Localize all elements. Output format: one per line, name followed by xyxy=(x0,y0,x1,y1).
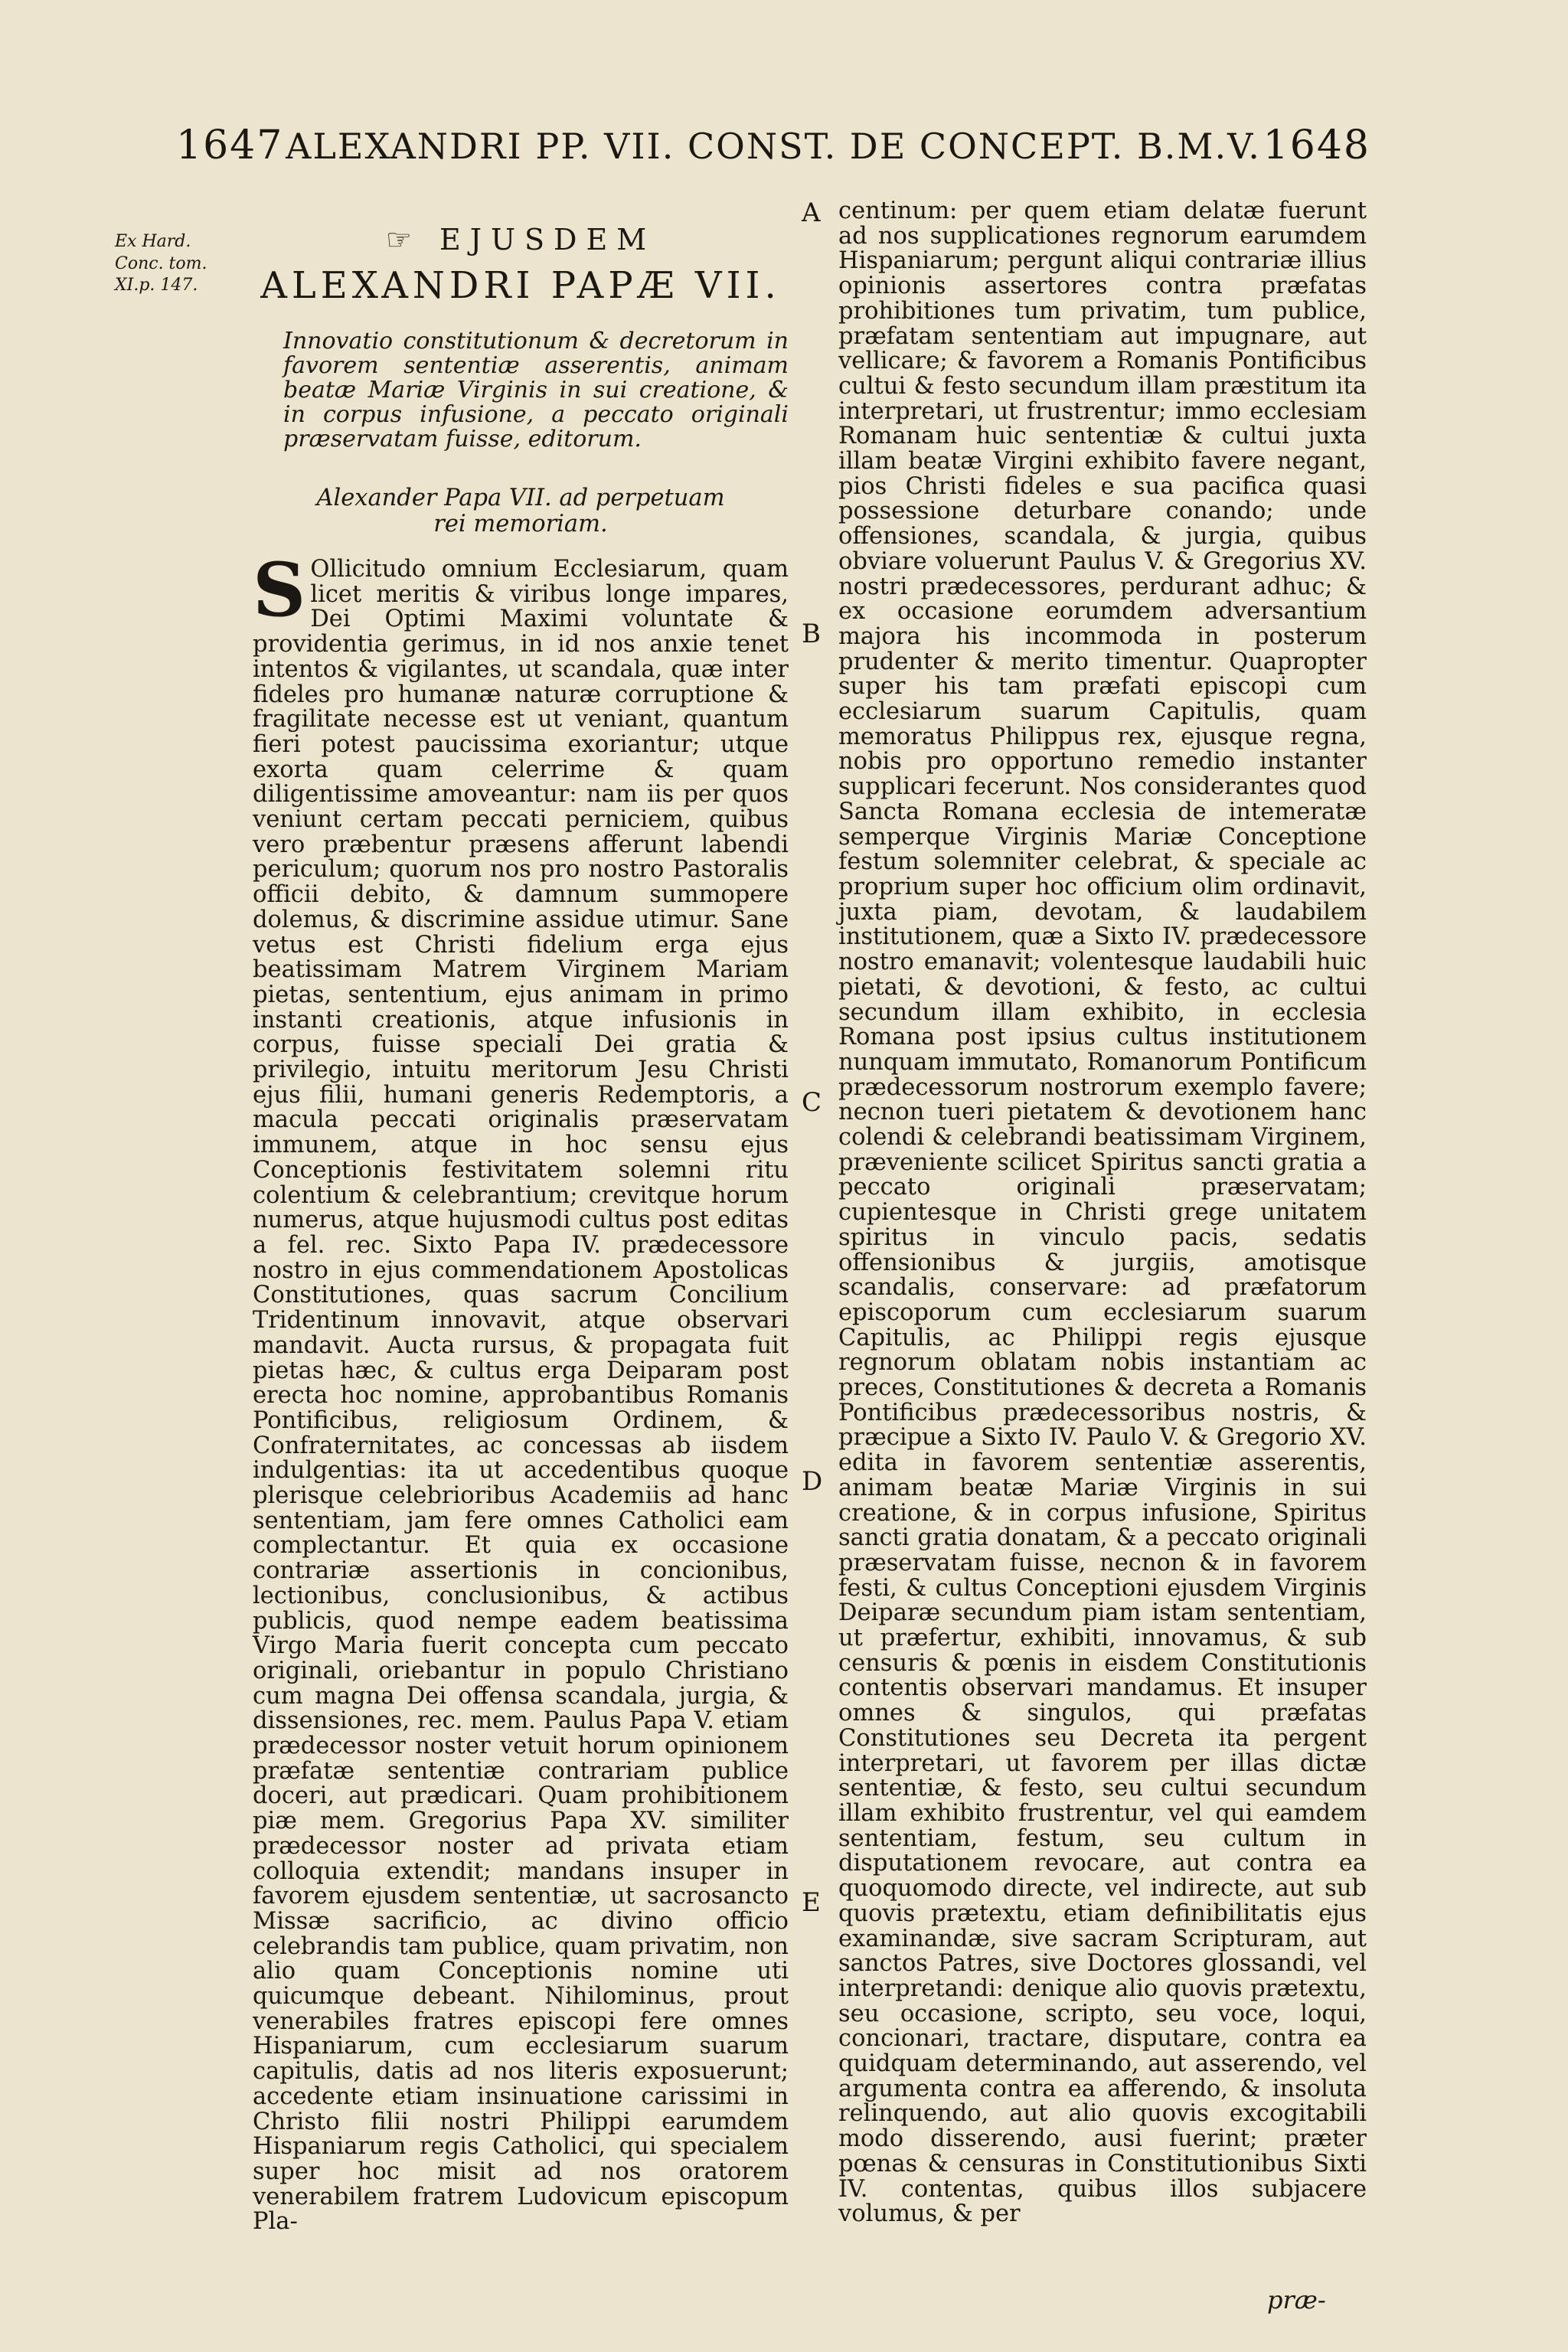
section-letter-a: A xyxy=(802,198,821,228)
marginal-note: Ex Hard. Conc. tom. XI.p. 147. xyxy=(115,232,207,296)
address-line-2: rei memoriam. xyxy=(433,511,608,537)
papal-address xyxy=(253,485,789,537)
section-letter-e: E xyxy=(802,1887,821,1918)
section-letter-c: C xyxy=(802,1087,822,1118)
section-heading-ejusdem: ☞ EJUSDEM xyxy=(385,223,656,256)
page-number-right: 1648 xyxy=(1263,122,1370,168)
left-column xyxy=(253,224,789,2235)
page-number-left: 1647 xyxy=(176,122,284,168)
drop-cap: S xyxy=(253,547,306,633)
section-letter-b: B xyxy=(802,619,821,649)
left-column-text: Ollicitudo omnium Ecclesiarum, quam licet meritis & viribus longe impares, Dei Optimi Maximi voluntate & providentia gerimus, in id nos anxie tenet intentos & vigilantes, ut scandala, quæ inter fideles pro humanæ naturæ corruptione & fragilitate necesse est ut veniant, quantum fieri potest paucissima exoriantur; utque exorta quam celerrime & quam diligentissime amoveantur: nam iis per quos veniunt certam peccati perniciem, quibus vero præbentur præsens afferunt labendi periculum; quorum nos pro nostro Pastoralis officii debito, & damnum summopere dolemus, & discrimine assidue utimur. Sane vetus est Christi fidelium erga ejus beatissimam Matrem Virginem Mariam pietas, sententium, ejus animam in primo instanti creationis, atque infusionis in corpus, fuisse speciali Dei gratia & privilegio, intuitu meritorum Jesu Christi ejus filii, humani generis Redemptoris, a macula peccati originalis præservatam immunem, atque in hoc sensu ejus Conceptionis festivitatem solemni ritu colentium & celebrantium; crevitque horum numerus, atque hujusmodi cultus post editas a fel. rec. Sixto Papa IV. prædecessore nostro in ejus commendationem Apostolicas Constitutiones, quas sacrum Concilium Tridentinum innovavit, atque observari mandavit. Aucta rursus, & propagata fuit pietas hæc, & cultus erga Deiparam post erecta hoc nomine, approbantibus Romanis Pontificibus, religiosum Ordinem, & Confraternitates, ac concessas ab iisdem indulgentias: ita ut accedentibus quoque plerisque celebrioribus Academiis ad hanc sententiam, jam fere omnes Catholici eam complectantur. Et quia ex occasione contrariæ assertionis in concionibus, lectionibus, conclusionibus, & actibus publicis, quod nempe eadem beatissima Virgo Maria fuerit concepta cum peccato originali, oriebantur in populo Christiano cum magna Dei offensa scandala, jurgia, & dissensiones, rec. mem. Paulus Papa V. etiam prædecessor noster vetuit horum opinionem præfatæ sententiæ contrariam publice doceri, aut prædicari. Quam prohibitionem piæ mem. Gregorius Papa XV. similiter prædecessor noster ad privata etiam colloquia extendit; mandans insuper in favorem ejusdem sententiæ, ut sacrosancto Missæ sacrificio, ac divino officio celebrandis tam publice, quam privatim, non alio quam Conceptionis nomine uti quicumque debeant. Nihilominus, prout venerabiles fratres episcopi fere omnes Hispaniarum, cum ecclesiarum suarum capitulis, datis ad nos literis exposuerunt; accedente etiam insinuatione carissimi in Christo filii nostri Philippi earumdem Hispaniarum regis Catholici, qui specialem super hoc misit ad nos oratorem venerabilem fratrem Ludovicum episcopum Pla- xyxy=(253,556,789,2236)
address-line-1: Alexander Papa VII. ad perpetuam xyxy=(316,485,725,511)
running-head xyxy=(176,122,1370,168)
right-column-text: centinum: per quem etiam delatæ fuerunt ad nos supplicationes regnorum earumdem Hispaniarum; pergunt aliqui contrariæ illius opinionis assertores contra præfatas prohibitiones tum privatim, tum publice, præfatam sententiam aut impugnare, aut vellicare; & favorem a Romanis Pontificibus cultui & festo secundum illam præstitum ita interpretari, ut frustrentur; immo ecclesiam Romanam huic sententiæ & cultui juxta illam beatæ Virgini exhibito favere negant, pios Christi fideles e sua pacifica quasi possessione deturbare conando; unde offensiones, scandala, & jurgia, quibus obviare voluerunt Paulus V. & Gregorius XV. nostri prædecessores, perdurant adhuc; & ex occasione eorumdem adversantium majora his incommoda in posterum prudenter & merito timentur. Quapropter super his tam præfati episcopi cum ecclesiarum suarum Capitulis, quam memoratus Philippus rex, ejusque regna, nobis pro opportuno remedio instanter supplicari fecerunt. Nos considerantes quod Sancta Romana ecclesia de intemeratæ semperque Virginis Mariæ Conceptione festum solemniter celebrat, & speciale ac proprium super hoc officium olim ordinavit, juxta piam, devotam, & laudabilem institutionem, quæ a Sixto IV. prædecessore nostro emanavit; volentesque laudabili huic pietati, & devotioni, & festo, ac cultui secundum illam exhibito, in ecclesia Romana post ipsius cultus institutionem nunquam immutato, Romanorum Pontificum prædecessorum nostrorum exemplo favere; necnon tueri pietatem & devotionem hanc colendi & celebrandi beatissimam Virginem, præveniente scilicet Spiritus sancti gratia a peccato originali præservatam; cupientesque in Christi grege unitatem spiritus in vinculo pacis, sedatis offensionibus & jurgiis, amotisque scandalis, conservare: ad præfatorum episcoporum cum ecclesiarum suarum Capitulis, ac Philippi regis ejusque regnorum oblatam nobis instantiam ac preces, Constitutiones & decreta a Romanis Pontificibus prædecessoribus nostris, & præcipue a Sixto IV. Paulo V. & Gregorio XV. edita in favorem sententiæ asserentis, animam beatæ Mariæ Virginis in sui creatione, & in corpus infusione, Spiritus sancti gratia donatam, & a peccato originali præservatam fuisse, necnon & in favorem festi, & cultus Conceptioni ejusdem Virginis Deiparæ secundum piam istam sententiam, ut præfertur, exhibiti, innovamus, & sub censuris & pœnis in eisdem Constitutionis contentis observari mandamus. Et insuper omnes & singulos, qui præfatas Constitutiones seu Decreta ita pergent interpretari, ut favorem per illas dictæ sententiæ, & festo, seu cultui secundum illam exhibito frustrentur, vel qui eamdem sententiam, festum, seu cultum in disputationem revocare, aut contra ea quoquomodo directe, vel indirecte, aut sub quovis prætextu, etiam definibilitatis ejus examinandæ, sive sacram Scripturam, aut sanctos Patres, sive Doctores glossandi, vel interpretandi: denique alio quovis prætextu, seu occasione, scripto, seu voce, loqui, concionari, tractare, disputare, contra ea quidquam determinando, aut asserendo, vel argumenta contra ea afferendo, & insoluta relinquendo, aut alio quovis excogitabili modo disserendo, ausi fuerint; præter pœnas & censuras in Constitutionibus Sixti IV. contentas, quibus illos subjacere volumus, & per xyxy=(838,198,1367,2228)
left-column-body xyxy=(253,547,789,2236)
section-letter-d: D xyxy=(802,1466,823,1497)
running-title: ALEXANDRI PP. VII. CONST. DE CONCEPT. B.M.V. xyxy=(286,126,1261,167)
right-column xyxy=(838,199,1367,2227)
section-heading-pope: ALEXANDRI PAPÆ VII. xyxy=(260,264,781,307)
catchword: præ- xyxy=(1267,2285,1326,2314)
constitution-summary: Innovatio constitutionum & decretorum in favorem sententiæ asserentis, animam beatæ Mariæ Virginis in sui creatione, & in corpus infusione, a peccato originali præservatam fuisse, editorum. xyxy=(283,328,789,452)
